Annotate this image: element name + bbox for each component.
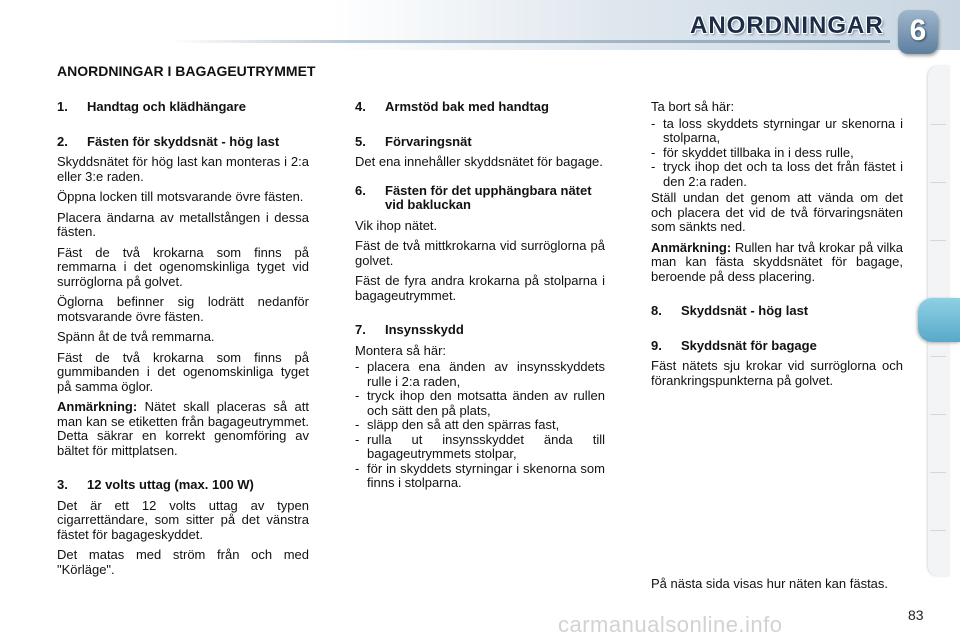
note-label: Anmärkning: bbox=[651, 239, 732, 255]
tab-divider bbox=[930, 356, 946, 357]
list-item: - för skyddet tillbaka in i dess rulle, bbox=[651, 146, 903, 161]
paragraph: Det matas med ström från och med "Körläge". bbox=[57, 547, 309, 577]
section-number: 7. bbox=[355, 322, 366, 337]
watermark: carmanualsonline.info bbox=[558, 612, 783, 637]
column-2 bbox=[355, 100, 605, 493]
paragraph: Fäst nätets sju krokar vid surröglorna och förankringspunkterna på golvet. bbox=[651, 358, 903, 388]
chapter-title: ANORDNINGAR bbox=[690, 12, 884, 39]
list-item: - placera ena änden av insynsskyddets rulle i 2:a raden, bbox=[355, 360, 605, 389]
section-title: Fästen för skyddsnät - hög last bbox=[87, 133, 280, 149]
paragraph: Det är ett 12 volts uttag av typen cigarrettändare, som sitter på det vänstra fästet för bagageskyddet. bbox=[57, 497, 309, 542]
list-item: - släpp den så att den spärras fast, bbox=[355, 418, 605, 433]
section-title: Insynsskydd bbox=[385, 322, 464, 337]
next-page-note: På nästa sida visas hur näten kan fästas. bbox=[651, 576, 889, 591]
section-number: 8. bbox=[651, 303, 662, 318]
list-item: - rulla ut insynsskyddet ända till bagageutrymmets stolpar, bbox=[355, 433, 605, 462]
install-steps-list bbox=[355, 360, 605, 491]
section-number: 3. bbox=[57, 477, 68, 492]
section-heading-7 bbox=[355, 323, 605, 338]
section-heading-1 bbox=[57, 100, 309, 115]
section-number: 1. bbox=[57, 99, 68, 114]
list-item: - tryck ihop den motsatta änden av rullen och sätt den på plats, bbox=[355, 389, 605, 418]
paragraph: Ta bort så här: bbox=[651, 99, 735, 114]
paragraph: Öglorna befinner sig lodrätt nedanför motsvarande övre fästen. bbox=[57, 294, 309, 324]
paragraph: Det ena innehåller skyddsnätet för bagage. bbox=[355, 154, 603, 169]
tab-divider bbox=[930, 182, 946, 183]
list-item: - tryck ihop det och ta loss det från fästet i den 2:a raden. bbox=[651, 160, 903, 189]
section-heading-6 bbox=[355, 184, 605, 213]
paragraph: Fäst de två krokarna som finns på remmarna i det ogenomskinliga tyget vid surröglorna på golvet. bbox=[57, 244, 309, 289]
section-heading-5 bbox=[355, 135, 605, 150]
paragraph: Fäst de två krokarna som finns på gummibanden i det ogenomskinliga tyget på samma öglor. bbox=[57, 349, 309, 394]
note-text: Nätet skall placeras så att man kan se etiketten från bagageutrymmet. Detta säkrar en korrekt genomföring av bältet för mittplatsen. bbox=[57, 399, 309, 458]
column-3 bbox=[651, 100, 903, 394]
tab-divider bbox=[930, 530, 946, 531]
paragraph: Fäst de fyra andra krokarna på stolparna i bagageutrymmet. bbox=[355, 273, 605, 303]
note-text: Rullen har två krokar på vilka man kan fästa skyddsnätet för bagage, beroende på dess placering. bbox=[651, 239, 903, 284]
active-section-tab[interactable] bbox=[918, 298, 960, 342]
column-1 bbox=[57, 100, 309, 583]
section-heading-9 bbox=[651, 339, 903, 354]
paragraph: Placera ändarna av metallstången i dessa fästen. bbox=[57, 209, 309, 239]
tab-divider bbox=[930, 472, 946, 473]
section-number: 6. bbox=[355, 182, 366, 198]
section-title: Skyddsnät - hög last bbox=[681, 303, 809, 318]
paragraph: Montera så här: bbox=[355, 342, 447, 358]
note-paragraph bbox=[57, 400, 309, 458]
paragraph: Spänn åt de två remmarna. bbox=[57, 329, 215, 344]
section-number: 4. bbox=[355, 99, 366, 114]
section-heading-2 bbox=[57, 135, 309, 150]
tab-divider bbox=[930, 414, 946, 415]
list-item: - ta loss skyddets styrningar ur skenorna i stolparna, bbox=[651, 117, 903, 146]
chapter-number: 6 bbox=[909, 14, 927, 47]
header-rule bbox=[170, 40, 890, 43]
section-title: Armstöd bak med handtag bbox=[385, 99, 549, 114]
note-paragraph bbox=[651, 241, 903, 285]
paragraph: Öppna locken till motsvarande övre fästen. bbox=[57, 189, 304, 204]
section-number: 9. bbox=[651, 337, 662, 353]
chapter-number-badge bbox=[898, 10, 938, 54]
section-title: Fästen för det upphängbara nätet vid bakluckan bbox=[385, 182, 592, 212]
section-title: Skyddsnät för bagage bbox=[681, 337, 817, 353]
paragraph: Fäst de två mittkrokarna vid surröglorna på golvet. bbox=[355, 238, 605, 268]
section-heading-4 bbox=[355, 100, 605, 115]
paragraph: Skyddsnätet för hög last kan monteras i 2:a eller 3:e raden. bbox=[57, 154, 309, 184]
paragraph: Ställ undan det genom att vända om det och placera det vid de två förvaringsnäten som sänkts ned. bbox=[651, 190, 903, 234]
section-number: 2. bbox=[57, 133, 68, 149]
page-number: 83 bbox=[908, 607, 924, 623]
section-heading-3 bbox=[57, 478, 309, 493]
removal-steps-list bbox=[651, 117, 903, 190]
section-title: Förvaringsnät bbox=[385, 133, 472, 149]
tab-divider bbox=[930, 240, 946, 241]
list-item: - för in skyddets styrningar i skenorna som finns i stolparna. bbox=[355, 462, 605, 491]
section-heading-8 bbox=[651, 304, 903, 319]
section-title: Handtag och klädhängare bbox=[87, 99, 246, 114]
page-title: ANORDNINGAR I BAGAGEUTRYMMET bbox=[57, 63, 316, 79]
note-label: Anmärkning: bbox=[57, 399, 138, 414]
section-number: 5. bbox=[355, 133, 366, 149]
tab-divider bbox=[930, 124, 946, 125]
paragraph: Vik ihop nätet. bbox=[355, 217, 438, 233]
section-title: 12 volts uttag (max. 100 W) bbox=[87, 477, 254, 492]
